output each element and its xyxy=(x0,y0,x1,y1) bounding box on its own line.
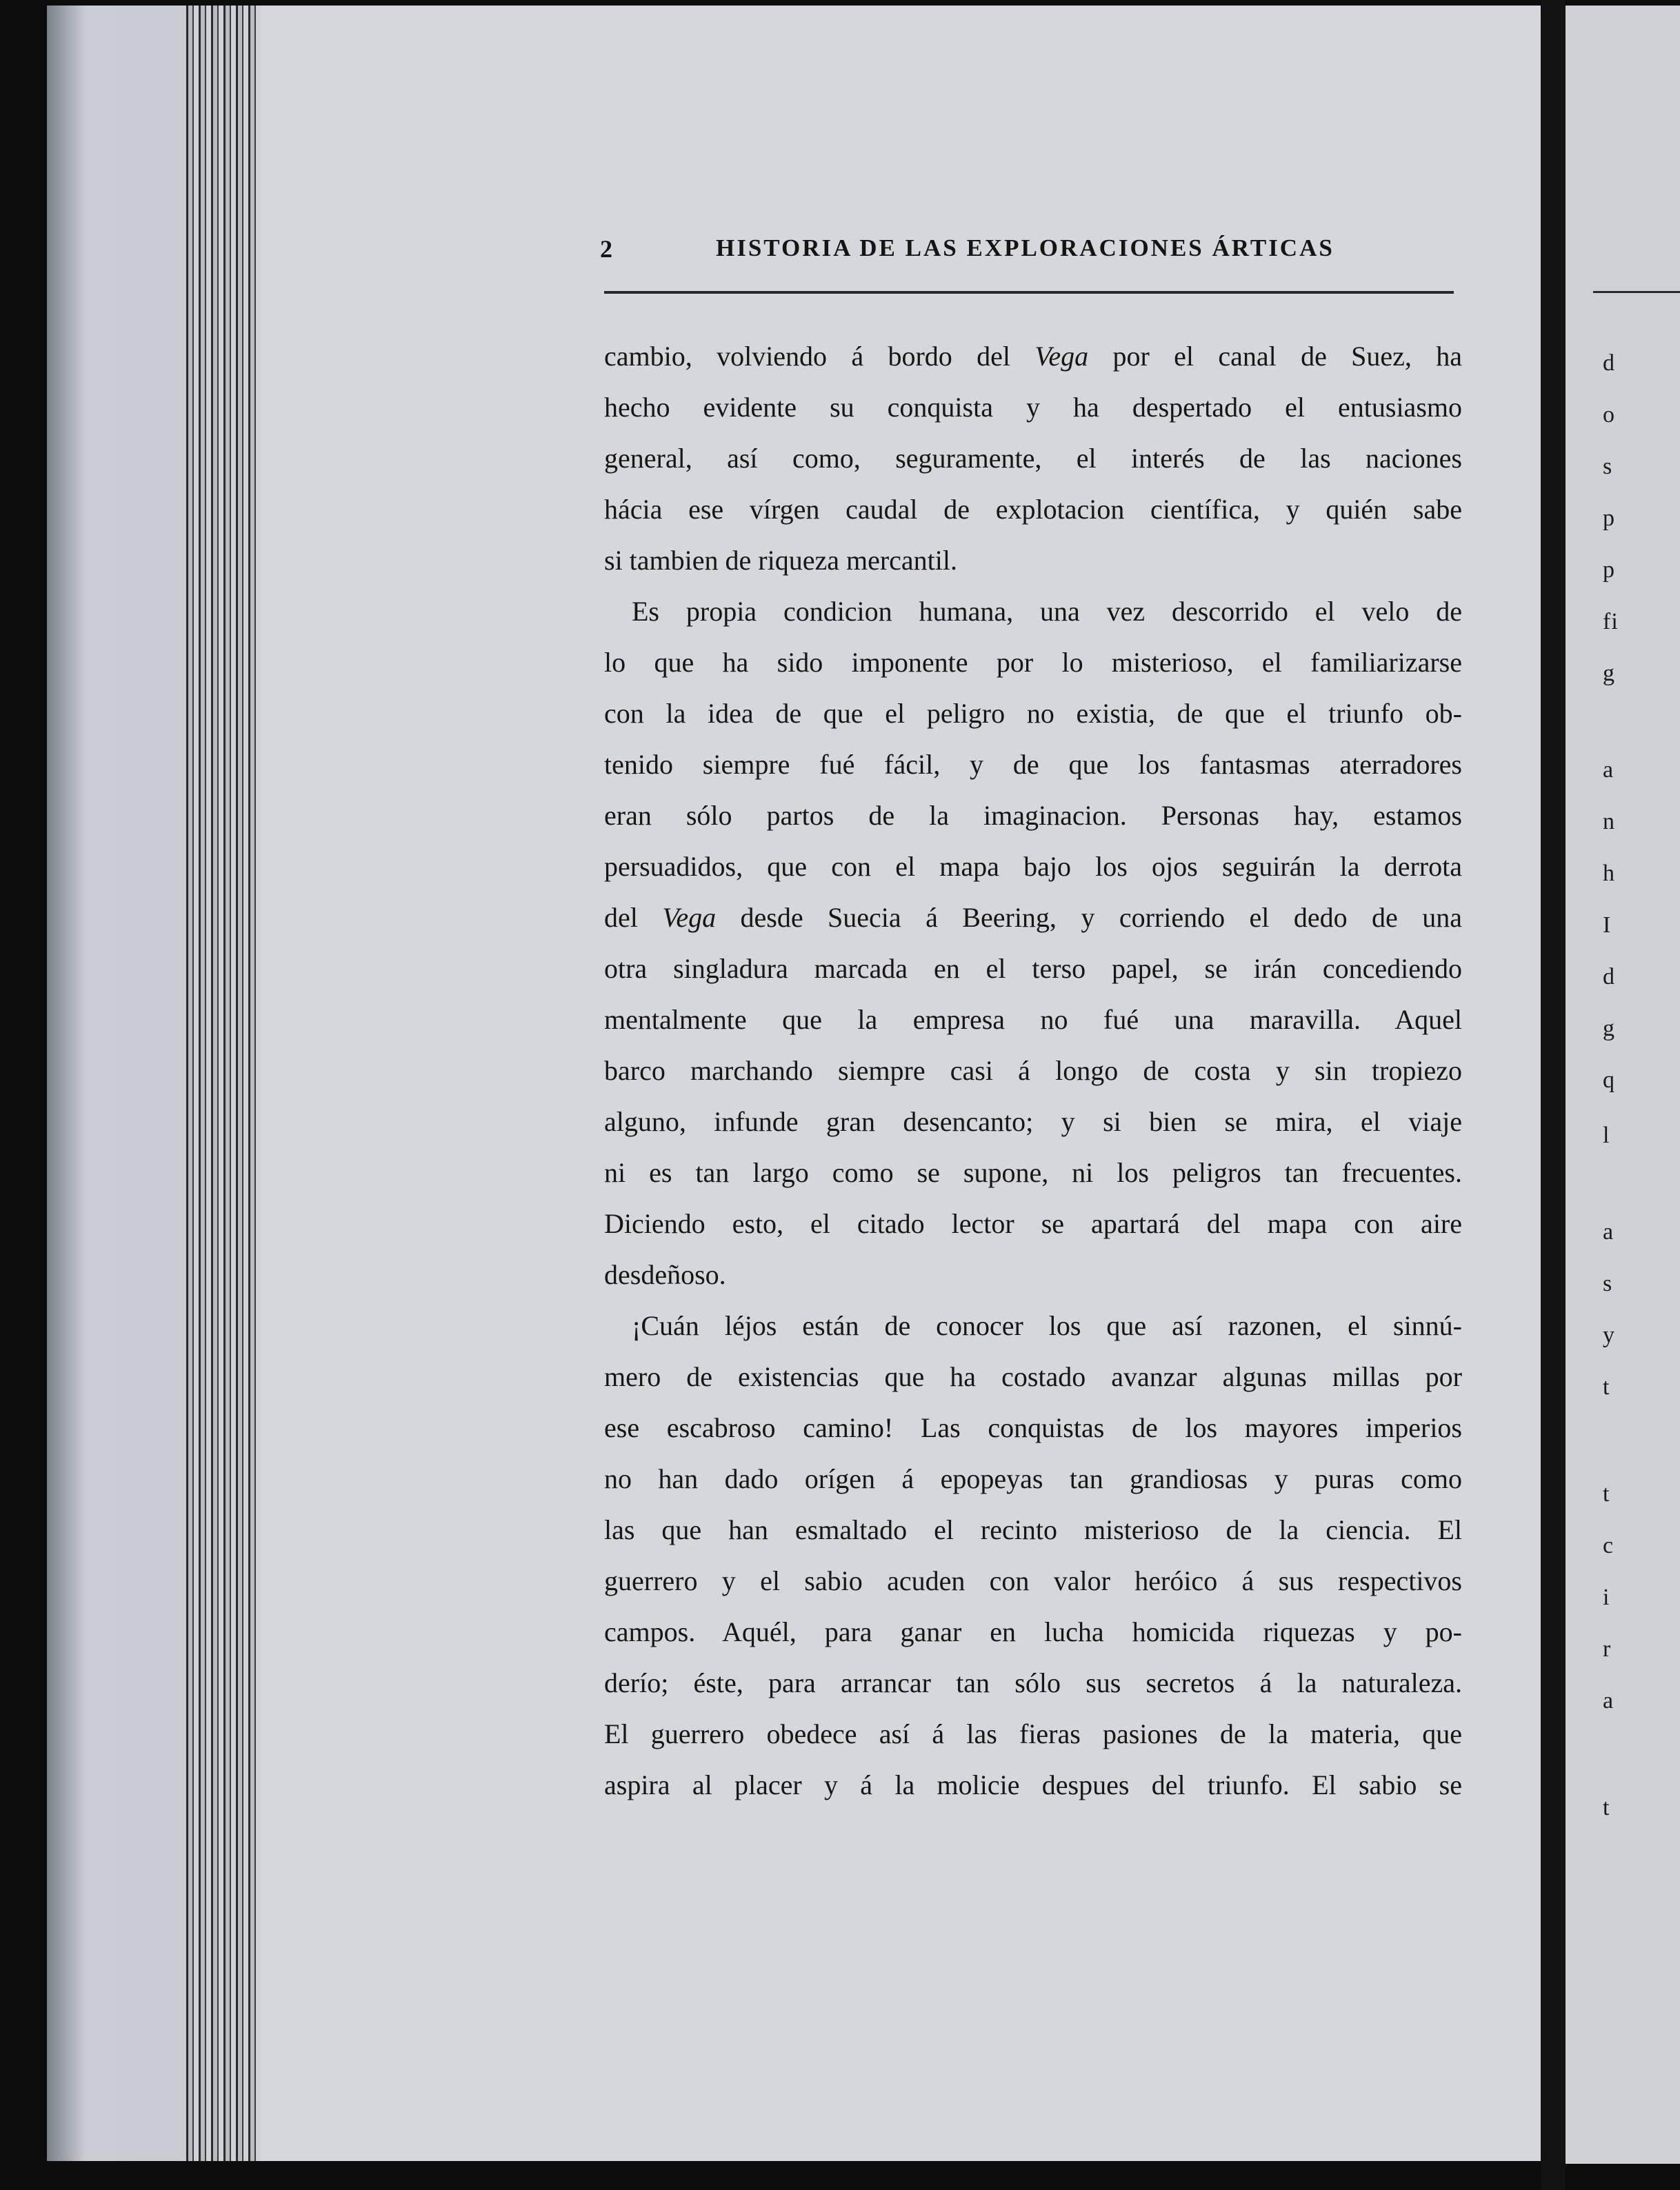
next-page-line-fragment: fi xyxy=(1603,609,1619,634)
text-line: si tambien de riqueza mercantil. xyxy=(604,545,958,576)
next-page-line-fragment: d xyxy=(1603,964,1615,989)
next-page-line-fragment: g xyxy=(1603,661,1615,686)
next-page-line-fragment: p xyxy=(1603,505,1615,531)
text-line: otra singladura marcada en el terso papel, se irán concediendo xyxy=(604,953,1462,984)
next-page-line-fragment: t xyxy=(1603,1374,1610,1400)
running-title: HISTORIA DE LAS EXPLORACIONES ÁRTICAS xyxy=(716,234,1334,261)
text-line: ni es tan largo como se supone, ni los peligros tan frecuentes. xyxy=(604,1157,1462,1188)
text-line: derío; éste, para arrancar tan sólo sus secretos á la naturaleza. xyxy=(604,1667,1462,1698)
next-page-line-fragment: s xyxy=(1603,454,1613,479)
next-page-line-fragment: o xyxy=(1603,402,1615,428)
text-line: ese escabroso camino! Las conquistas de los mayores imperios xyxy=(604,1412,1462,1443)
header-rule xyxy=(604,291,1454,294)
text-line: campos. Aquél, para ganar en lucha homicida riquezas y po- xyxy=(604,1616,1462,1647)
next-page-line-fragment: y xyxy=(1603,1323,1615,1348)
next-page-line-fragment: r xyxy=(1603,1636,1612,1662)
next-page-line-fragment: i xyxy=(1603,1585,1610,1610)
next-page-line-fragment: I xyxy=(1603,912,1612,938)
text-line: no han dado orígen á epopeyas tan grandiosas y puras como xyxy=(604,1463,1462,1494)
next-page-line-fragment: c xyxy=(1603,1533,1614,1558)
next-page-line-fragment: s xyxy=(1603,1271,1613,1296)
next-page-line-fragment: h xyxy=(1603,861,1615,886)
page-edge-stack xyxy=(186,6,262,2161)
next-page-header-rule xyxy=(1593,291,1680,293)
next-page-line-fragment: a xyxy=(1603,757,1614,783)
next-page-line-fragment: g xyxy=(1603,1016,1615,1041)
text-line: Es propia condicion humana, una vez descorrido el velo de xyxy=(632,596,1462,627)
text-line: del Vega desde Suecia á Beering, y corriendo el dedo de una xyxy=(604,902,1462,933)
next-page-line-fragment: t xyxy=(1603,1795,1610,1820)
text-line: alguno, infunde gran desencanto; y si bien se mira, el viaje xyxy=(604,1106,1462,1137)
text-line: general, así como, seguramente, el interés de las naciones xyxy=(604,443,1462,474)
text-line: barco marchando siempre casi á longo de costa y sin tropiezo xyxy=(604,1055,1462,1086)
text-line: con la idea de que el peligro no existia, de que el triunfo ob- xyxy=(604,698,1462,729)
text-line: las que han esmaltado el recinto misterioso de la ciencia. El xyxy=(604,1514,1462,1545)
next-page-line-fragment: l xyxy=(1603,1123,1610,1148)
page-header xyxy=(600,234,1462,269)
text-line: eran sólo partos de la imaginacion. Personas hay, estamos xyxy=(604,800,1462,831)
body-text xyxy=(604,331,1462,1811)
text-line: hácia ese vírgen caudal de explotacion científica, y quién sabe xyxy=(604,494,1462,525)
text-line: mero de existencias que ha costado avanzar algunas millas por xyxy=(604,1361,1462,1392)
next-page-line-fragment: a xyxy=(1603,1688,1614,1714)
book-gutter xyxy=(1541,0,1566,2190)
next-page-line-fragment: p xyxy=(1603,557,1615,583)
text-line: hecho evidente su conquista y ha despertado el entusiasmo xyxy=(604,392,1462,423)
next-page-line-fragment: a xyxy=(1603,1219,1614,1245)
page-number: 2 xyxy=(600,235,612,263)
text-line: mentalmente que la empresa no fué una maravilla. Aquel xyxy=(604,1004,1462,1035)
text-line: lo que ha sido imponente por lo misterioso, el familiarizarse xyxy=(604,647,1462,678)
text-line: ¡Cuán léjos están de conocer los que así razonen, el sinnú- xyxy=(632,1310,1462,1341)
next-page-line-fragment: d xyxy=(1603,350,1615,376)
text-line: cambio, volviendo á bordo del Vega por el canal de Suez, ha xyxy=(604,341,1463,372)
text-line: Diciendo esto, el citado lector se apartará del mapa con aire xyxy=(604,1208,1462,1239)
next-page-edge xyxy=(1566,6,1680,2164)
text-line: aspira al placer y á la molicie despues del triunfo. El sabio se xyxy=(604,1769,1462,1800)
text-line: El guerrero obedece así á las fieras pasiones de la materia, que xyxy=(604,1718,1462,1749)
next-page-line-fragment: n xyxy=(1603,809,1615,834)
text-line: desdeñoso. xyxy=(604,1259,726,1290)
next-page-line-fragment: t xyxy=(1603,1481,1610,1507)
text-line: tenido siempre fué fácil, y de que los fantasmas aterradores xyxy=(604,749,1462,780)
next-page-line-fragment: q xyxy=(1603,1067,1615,1093)
text-line: persuadidos, que con el mapa bajo los ojos seguirán la derrota xyxy=(604,851,1462,882)
text-line: guerrero y el sabio acuden con valor heróico á sus respectivos xyxy=(604,1565,1462,1596)
